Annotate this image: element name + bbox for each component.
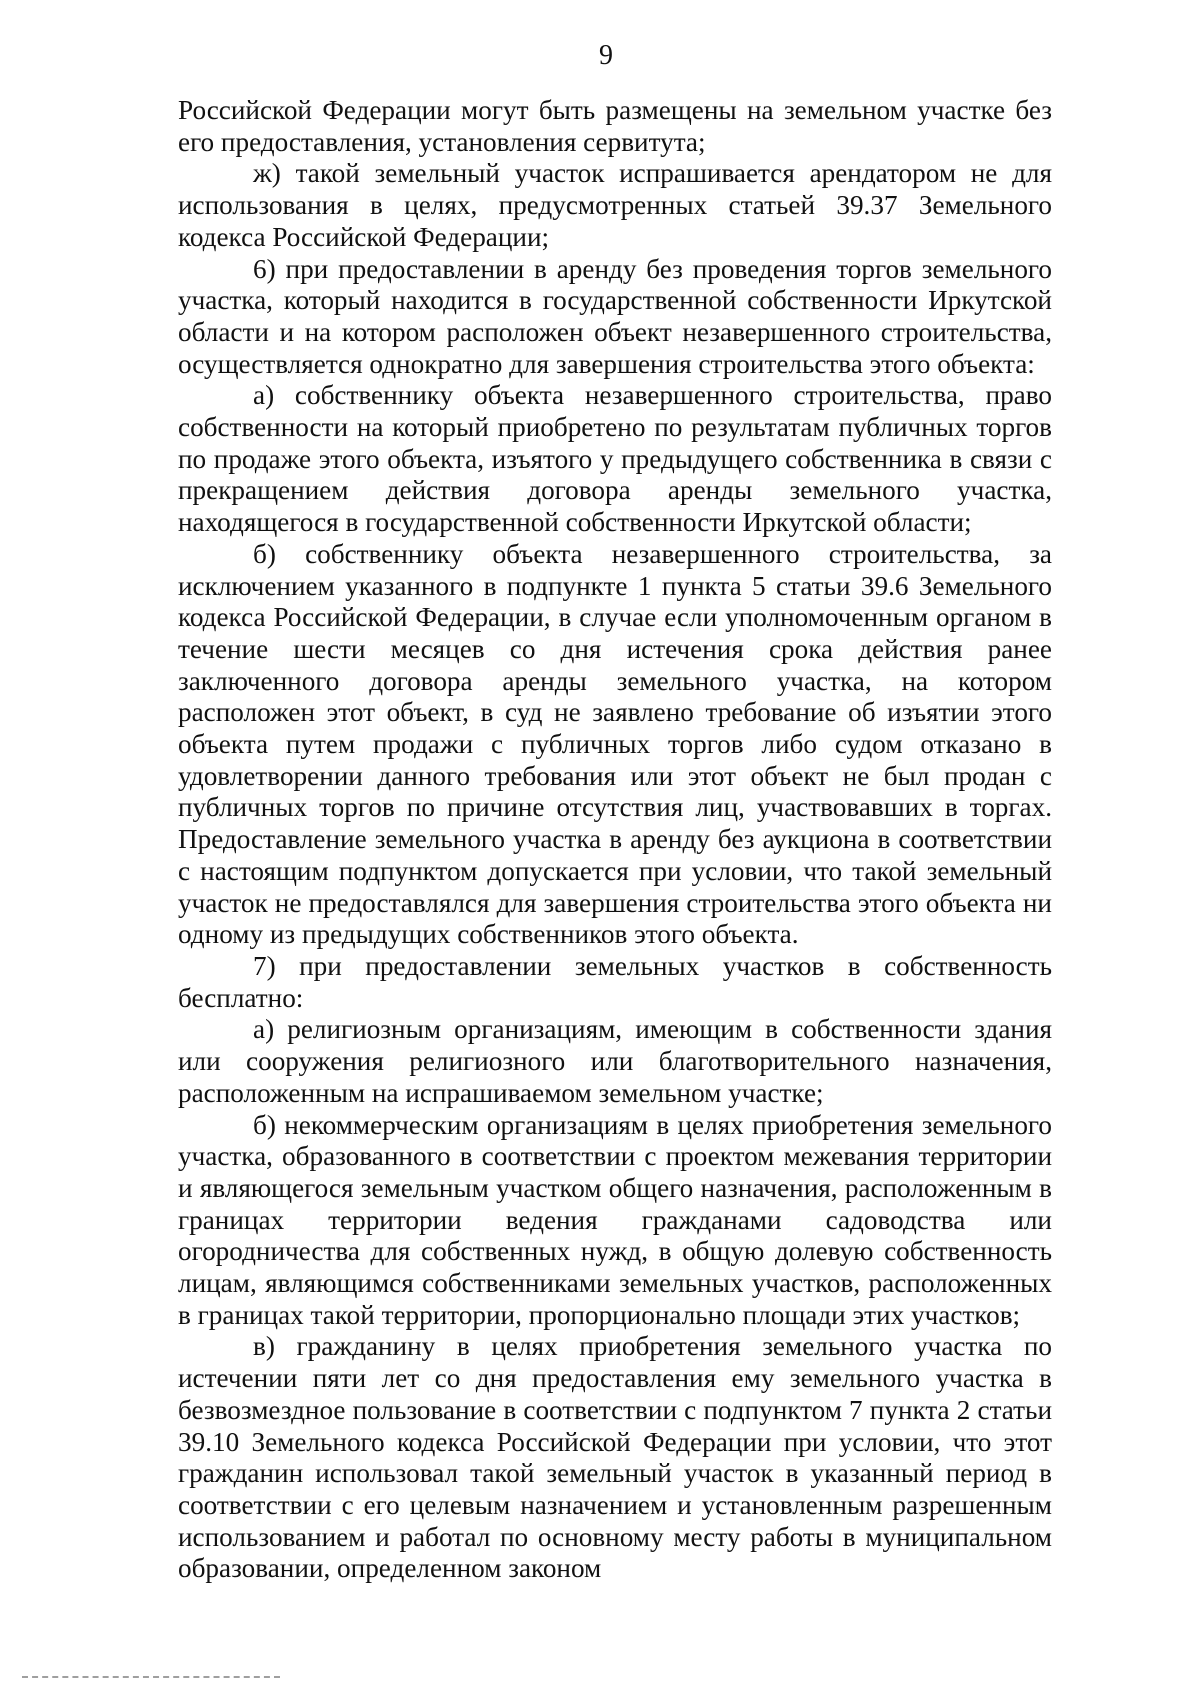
paragraph: 7) при предоставлении земельных участков в собственность бесплатно: xyxy=(178,950,1052,1013)
paragraph: ж) такой земельный участок испрашивается арендатором не для использования в целях, предусмотренных статьей 39.37 Земельного кодекса Российской Федерации; xyxy=(178,158,1052,252)
paragraph: б) собственнику объекта незавершенного строительства, за исключением указанного в подпункте 1 пункта 5 статьи 39.6 Земельного кодекса Российской Федерации, в случае если уполномоченным органом в течение шести месяцев со дня истечения срока действия ранее заключенного договора аренды земельного участка, на котором расположен этот объект, в суд не заявлено требование об изъятии этого объекта путем продажи с публичных торгов либо судом отказано в удовлетворении данного требования или этот объект не был продан с публичных торгов по причине отсутствия лиц, участвовавших в торгах. Предоставление земельного участка в аренду без аукциона в соответствии с настоящим подпунктом допускается при условии, что такой земельный участок не предоставлялся для завершения строительства этого объекта ни одному из предыдущих собственников этого объекта. xyxy=(178,538,1052,950)
document-body xyxy=(178,95,1052,1585)
paragraph: а) религиозным организациям, имеющим в собственности здания или сооружения религиозного или благотворительного назначения, расположенным на испрашиваемом земельном участке; xyxy=(178,1014,1052,1108)
page-number: 9 xyxy=(599,40,613,71)
paragraph: а) собственнику объекта незавершенного строительства, право собственности на который приобретено по результатам публичных торгов по продаже этого объекта, изъятого у предыдущего собственника в связи с прекращением действия договора аренды земельного участка, находящегося в государственной собственности Иркутской области; xyxy=(178,380,1052,538)
paragraph: 6) при предоставлении в аренду без проведения торгов земельного участка, который находится в государственной собственности Иркутской области и на котором расположен объект незавершенного строительства, осуществляется однократно для завершения строительства этого объекта: xyxy=(178,253,1052,379)
paragraph: в) гражданину в целях приобретения земельного участка по истечении пяти лет со дня предоставления ему земельного участка в безвозмездное пользование в соответствии с подпунктом 7 пункта 2 статьи 39.10 Земельного кодекса Российской Федерации при условии, что этот гражданин использовал такой земельный участок в указанный период в соответствии с его целевым назначением и установленным разрешенным использованием и работал по основному месту работы в муниципальном образовании, определенном законом xyxy=(178,1331,1052,1584)
scan-artifact-line xyxy=(22,1676,280,1678)
paragraph: Российской Федерации могут быть размещены на земельном участке без его предоставления, установления сервитута; xyxy=(178,95,1052,157)
paragraph: б) некоммерческим организациям в целях приобретения земельного участка, образованного в соответствии с проектом межевания территории и являющегося земельным участком общего назначения, расположенным в границах территории ведения гражданами садоводства или огородничества для собственных нужд, в общую долевую собственность лицам, являющимся собственниками земельных участков, расположенных в границах такой территории, пропорционально площади этих участков; xyxy=(178,1109,1052,1330)
